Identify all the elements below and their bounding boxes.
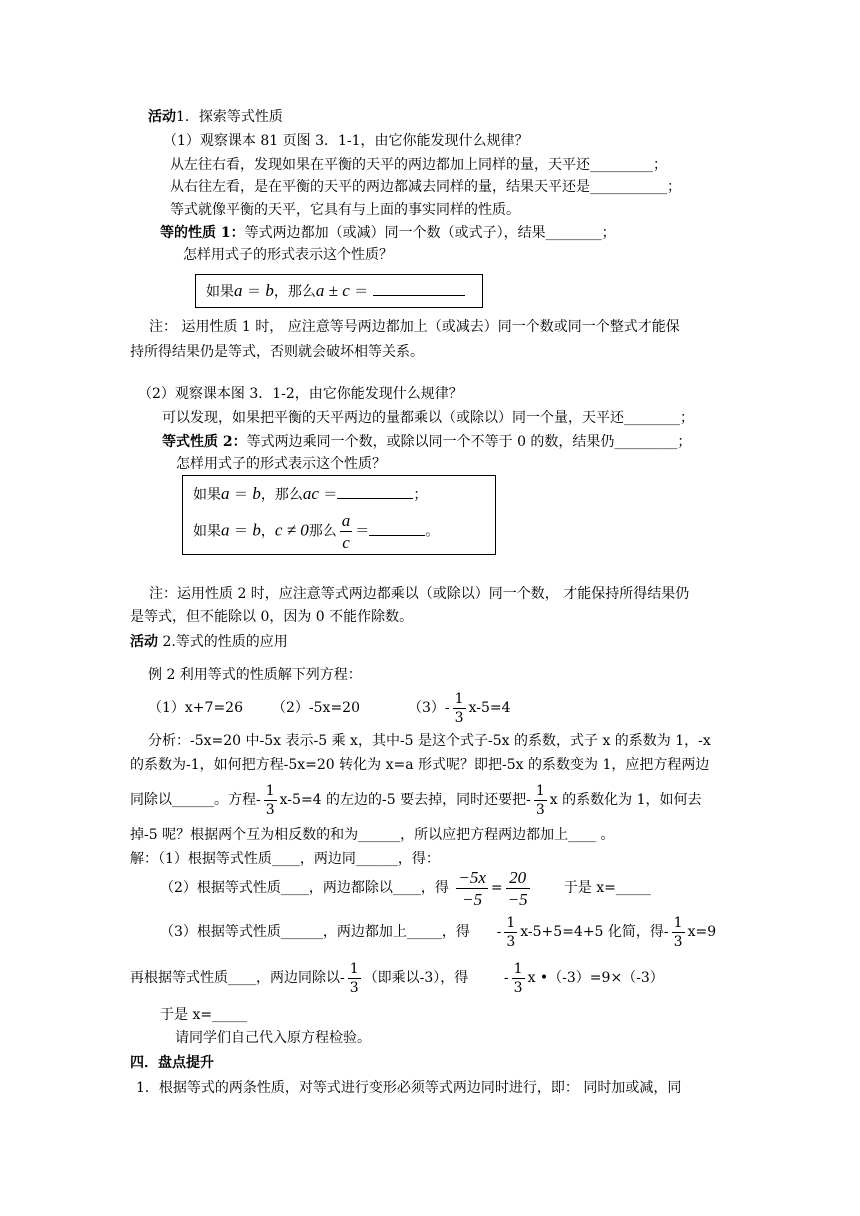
solution-2: （2）根据等式性质____，两边都除以____，得 $\frac{-5x}{-5}$ = $\frac{20}{-5}$ 于是 x=_____ — [160, 867, 651, 909]
activity1-line2: 从右往左看，是在平衡的天平的两边都减去同样的量，结果天平还是___________； — [170, 179, 681, 195]
activity1-line3: 等式就像平衡的天平，它具有与上面的事实同样的性质。 — [170, 202, 520, 218]
property2: 等式性质 2：等式两边乘同一个数，或除以同一个不等于 0 的数，结果仍_________； — [162, 434, 692, 450]
formula-2a: 如果a ＝ b，那么ac ＝ ； — [193, 484, 428, 503]
activity1-line1: 从左往右看，发现如果在平衡的天平的两边都加上同样的量，天平还_________； — [170, 157, 667, 173]
note1-line1: 注： 运用性质 1 时， 应注意等号两边都加上（或减去）同一个数或同一个整式才能保 — [149, 319, 680, 335]
solution-5: 于是 x=_____ — [160, 1007, 248, 1023]
note1-line2: 持所得结果仍是等式，否则就会破坏相等关系。 — [130, 344, 424, 360]
section4-item1: 1．根据等式的两条性质，对等式进行变形必须等式两边同时进行，即： 同时加或减，同 — [136, 1080, 682, 1096]
how-to-express-2: 怎样用式子的形式表示这个性质？ — [176, 456, 386, 472]
analysis-line3: 同除以______。方程- $\frac{1}{3}$ x-5=4 的左边的-5 要去掉，同时还要把- $\frac{1}{3}$ x 的系数化为 1，如何去 — [130, 782, 702, 818]
how-to-express-1: 怎样用式子的形式表示这个性质？ — [183, 247, 393, 263]
solution-1: 解：（1）根据等式性质____，两边同______，得： — [130, 851, 440, 867]
formula-box-2 — [182, 475, 496, 555]
fraction-a-over-c: $\frac{a}{c}$ — [341, 511, 351, 552]
formula-box-1 — [195, 274, 483, 308]
equation-3: （3）- $\frac{1}{3}$ x-5=4 — [408, 690, 511, 726]
activity1-question2: （2）观察课本图 3．1-2，由它你能发现什么规律？ — [138, 386, 463, 402]
section4-title: 四．盘点提升 — [130, 1055, 214, 1071]
activity1-title: 活动1．探索等式性质 — [148, 109, 283, 125]
solution-3: （3）根据等式性质______，两边都加上_____，得 - $\frac{1}{3}$ x-5+5=4+5 化简，得- $\frac{1}{3}$ x=9 — [160, 914, 717, 950]
property1: 等的性质 1：等式两边都加（或减）同一个数（或式子），结果________； — [160, 225, 616, 241]
check-instruction: 请同学们自己代入原方程检验。 — [175, 1030, 371, 1046]
activity1-question1: （1）观察课本 81 页图 3．1-1，由它你能发现什么规律？ — [163, 133, 529, 149]
analysis-line1: 分析：-5x=20 中-5x 表示-5 乘 x，其中-5 是这个式子-5x 的系数，式子 x 的系数为 1，-x — [148, 733, 711, 749]
equation-2: （2）-5x=20 — [272, 700, 360, 716]
analysis-line2: 的系数为-1，如何把方程-5x=20 转化为 x=a 形式呢？即把-5x 的系数变为 1，应把方程两边 — [130, 757, 710, 773]
note2-line1: 注：运用性质 2 时，应注意等式两边都乘以（或除以）同一个数， 才能保持所得结果仍 — [149, 586, 690, 602]
formula-1: 如果a ＝ b，那么a ± c ＝ — [206, 281, 465, 302]
equation-1: （1）x+7=26 — [148, 700, 243, 716]
activity2-title: 活动 2.等式的性质的应用 — [130, 634, 288, 650]
analysis-line4: 掉-5 呢？根据两个互为相反数的和为______，所以应把方程两边都加上____ 。 — [130, 827, 615, 843]
example2: 例 2 利用等式的性质解下列方程： — [148, 667, 362, 683]
solution-4: 再根据等式性质____，两边同除以- $\frac{1}{3}$ （即乘以-3），得 - $\frac{1}{3}$ x •（-3）=9×（-3） — [130, 960, 664, 996]
activity1-line4: 可以发现，如果把平衡的天平两边的量都乘以（或除以）同一个量，天平还________； — [162, 410, 694, 426]
note2-line2: 是等式，但不能除以 0，因为 0 不能作除数。 — [130, 609, 414, 625]
formula-2b: 如果a ＝ b，c ≠ 0那么 $\frac{a}{c}$ ＝ 。 — [193, 511, 440, 552]
